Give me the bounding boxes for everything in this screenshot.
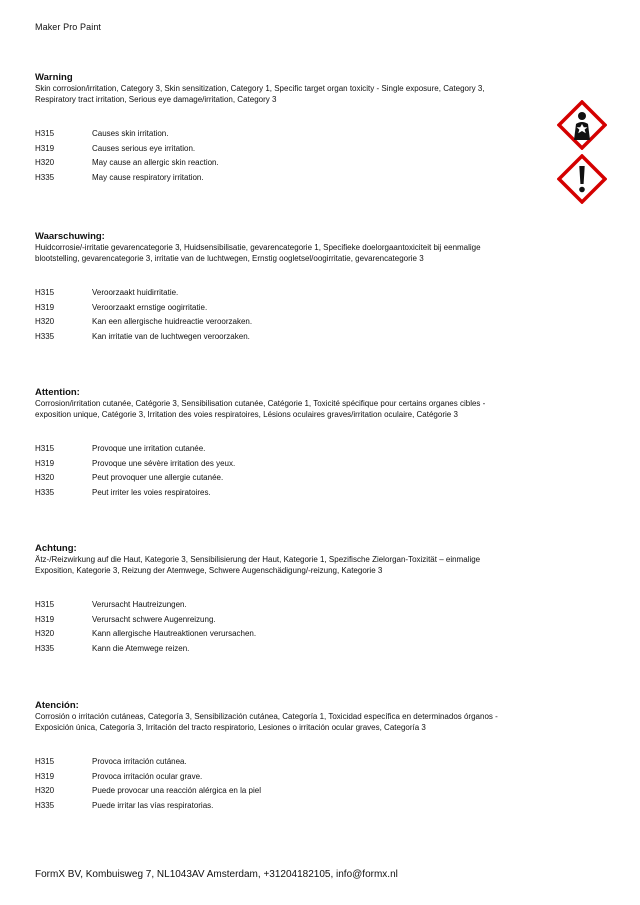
hazard-code: H319 [35,143,55,153]
hazard-code: H320 [35,473,55,483]
hazard-statement [35,613,517,628]
hazard-code: H319 [35,614,55,624]
hazard-statement [35,642,517,657]
hazard-code: H315 [35,288,55,297]
hazard-statement [35,486,517,501]
hazard-statement [35,315,517,330]
hazard-text: Causes serious eye irritation. [92,143,196,153]
hazard-code: H335 [35,173,55,183]
hazard-code: H335 [35,488,55,498]
section-spanish [35,700,517,814]
hazard-statement-list [35,598,517,657]
hazard-statement [35,457,517,472]
hazard-statement-list [35,755,517,814]
hazard-text: Provoca irritación cutánea. [92,757,187,766]
hazard-statement [35,301,517,316]
hazard-code: H319 [35,302,55,312]
hazard-text: Provoca irritación ocular grave. [92,771,203,781]
hazard-code: H335 [35,801,55,811]
exclamation-mark-icon [557,154,607,204]
hazard-code: H335 [35,332,55,342]
hazard-code: H320 [35,317,55,327]
hazard-text: Verursacht Hautreizungen. [92,600,187,609]
hazard-statement [35,755,517,770]
hazard-code: H320 [35,786,55,796]
hazard-statement-list [35,286,517,345]
hazard-code: H315 [35,444,55,453]
hazard-code: H320 [35,629,55,639]
hazard-text: Kan een allergische huidreactie veroorzaken. [92,317,253,327]
hazard-text: Kann allergische Hautreaktionen verursachen. [92,629,257,639]
section-german [35,543,517,657]
hazard-code: H315 [35,129,55,138]
section-french [35,387,517,501]
section-title: Attention: [35,387,80,398]
hazard-text: Provoque une irritation cutanée. [92,444,206,453]
hazard-code: H320 [35,158,55,168]
company-footer: FormX BV, Kombuisweg 7, NL1043AV Amsterdam, +31204182105, info@formx.nl [35,869,398,880]
hazard-statement [35,784,517,799]
hazard-code: H335 [35,644,55,654]
hazard-statement [35,471,517,486]
hazard-text: Provoque une sévère irritation des yeux. [92,458,236,468]
hazard-text: Kan irritatie van de luchtwegen veroorzaken. [92,332,250,342]
hazard-statement [35,142,517,157]
hazard-statement [35,770,517,785]
hazard-statement-list [35,442,517,501]
hazard-statement [35,598,517,613]
hazard-statement [35,286,517,301]
hazard-statement [35,442,517,457]
hazard-text: Verursacht schwere Augenreizung. [92,614,216,624]
hazard-statement [35,127,517,142]
hazard-classification: Huidcorrosie/-irritatie gevarencategorie 3, Huidsensibilisatie, gevarencategorie 1, Specifieke doelorgaantoxiciteit bij eenmalige blootstelling, gevarencategorie 3, irritatie van de luchtwegen, Ernstig oogletsel/oogirritatie, gevarencategorie 3 [35,243,481,263]
hazard-code: H319 [35,458,55,468]
hazard-code: H315 [35,757,55,766]
hazard-statement [35,627,517,642]
hazard-classification: Skin corrosion/irritation, Category 3, Skin sensitization, Category 1, Specific target organ toxicity - Single exposure, Category 3, Respiratory tract irritation, Serious eye damage/irritation, Category 3 [35,84,485,104]
hazard-text: Veroorzaakt ernstige oogirritatie. [92,302,208,312]
section-title: Warning [35,72,73,83]
ghs-pictograms [557,100,609,208]
hazard-text: Causes skin irritation. [92,129,169,138]
hazard-statement [35,330,517,345]
hazard-code: H319 [35,771,55,781]
hazard-text: Veroorzaakt huidirritatie. [92,288,179,297]
hazard-classification: Corrosion/irritation cutanée, Catégorie 3, Sensibilisation cutanée, Catégorie 1, Toxicité spécifique pour certains organes cibles - exposition unique, Catégorie 3, Irritation des voies respiratoires, Lésions oculaires graves/irritation oculaire, Catégorie 3 [35,399,486,419]
hazard-text: Puede provocar una reacción alérgica en la piel [92,786,261,796]
hazard-text: Peut irriter les voies respiratoires. [92,488,211,498]
hazard-statement [35,799,517,814]
hazard-statement [35,171,517,186]
section-dutch [35,231,517,345]
hazard-classification: Corrosión o irritación cutáneas, Categoría 3, Sensibilización cutánea, Categoría 1, Toxicidad específica en determinados órganos - Exposición única, Categoría 3, Irritación del tracto respiratorio, Lesiones o irritación ocular graves, Categoría 3 [35,712,498,732]
section-title: Atención: [35,700,79,711]
section-english [35,72,517,186]
section-title: Achtung: [35,543,77,554]
hazard-text: Puede irritar las vías respiratorias. [92,801,214,811]
hazard-text: Kann die Atemwege reizen. [92,644,190,654]
hazard-statement [35,156,517,171]
product-name: Maker Pro Paint [35,22,102,32]
hazard-text: May cause an allergic skin reaction. [92,158,219,168]
hazard-code: H315 [35,600,55,609]
hazard-text: May cause respiratory irritation. [92,173,204,183]
hazard-text: Peut provoquer une allergie cutanée. [92,473,224,483]
health-hazard-icon [557,100,607,150]
hazard-statement-list [35,127,517,186]
section-title: Waarschuwing: [35,231,105,242]
hazard-classification: Ätz-/Reizwirkung auf die Haut, Kategorie 3, Sensibilisierung der Haut, Kategorie 1, Spezifische Zielorgan-Toxizität – einmalige Exposition, Kategorie 3, Reizung der Atemwege, Schwere Augenschädigung/-reizung, Kategorie 3 [35,555,481,575]
